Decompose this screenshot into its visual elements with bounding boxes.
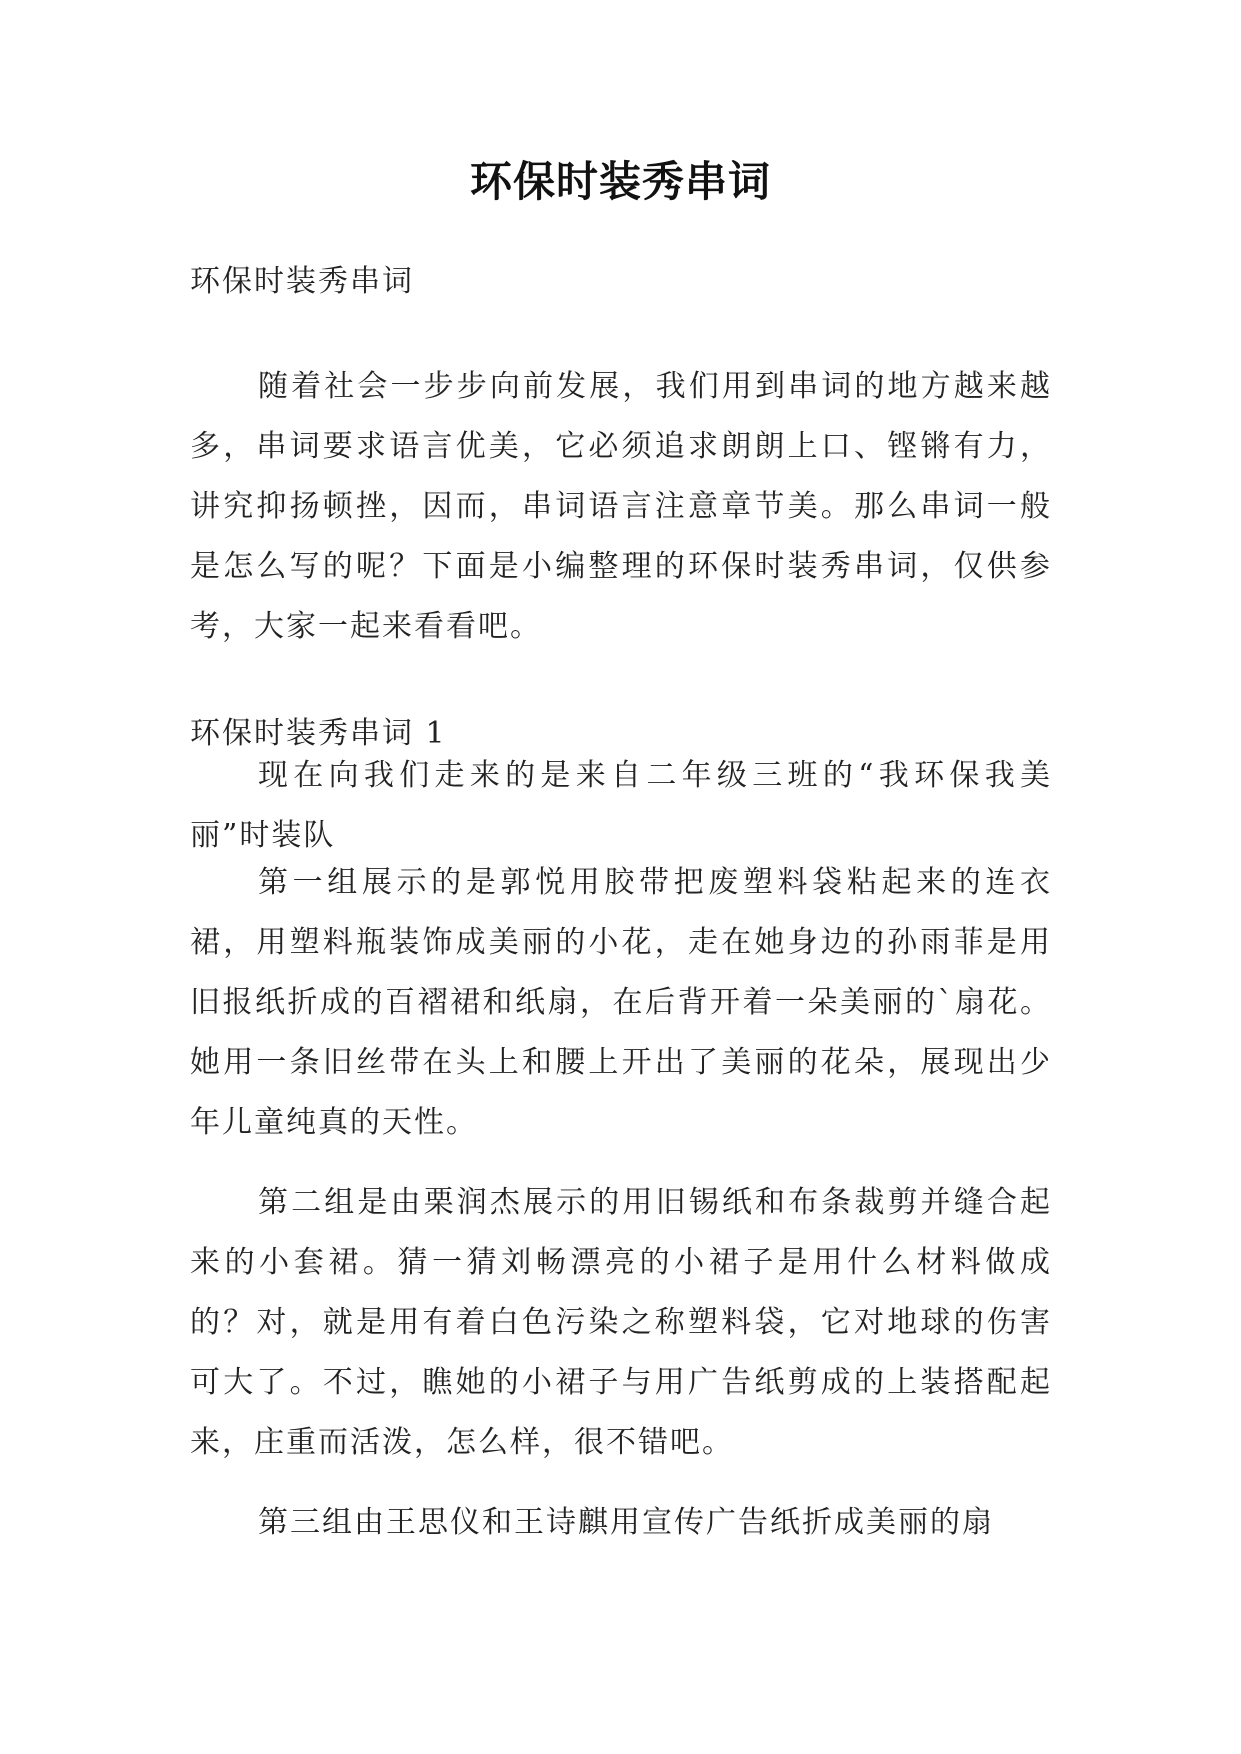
section-heading: 环保时装秀串词 1 bbox=[190, 716, 447, 751]
document-subtitle: 环保时装秀串词 bbox=[190, 264, 414, 299]
document-title: 环保时装秀串词 bbox=[469, 157, 771, 206]
body-paragraph-2: 第一组展示的是郭悦用胶带把废塑料袋粘起来的连衣裙，用塑料瓶装饰成美丽的小花，走在她身边的孙雨菲是用旧报纸折成的百褶裙和纸扇，在后背开着一朵美丽的`扇花。她用一条旧丝带在头上和腰上开出了美丽的花朵，展现出少年儿童纯真的天性。 bbox=[190, 865, 1052, 1140]
intro-paragraph: 随着社会一步步向前发展，我们用到串词的地方越来越多，串词要求语言优美，它必须追求朗朗上口、铿锵有力，讲究抑扬顿挫，因而，串词语言注意章节美。那么串词一般是怎么写的呢？下面是小编整理的环保时装秀串词，仅供参考，大家一起来看看吧。 bbox=[190, 369, 1052, 644]
body-paragraph-3: 第二组是由栗润杰展示的用旧锡纸和布条裁剪并缝合起来的小套裙。猜一猜刘畅漂亮的小裙子是用什么材料做成的？对，就是用有着白色污染之称塑料袋，它对地球的伤害可大了。不过，瞧她的小裙子与用广告纸剪成的上装搭配起来，庄重而活泼，怎么样，很不错吧。 bbox=[190, 1185, 1052, 1460]
body-paragraph-4: 第三组由王思仪和王诗麒用宣传广告纸折成美丽的扇 bbox=[258, 1505, 994, 1540]
body-paragraph-1: 现在向我们走来的是来自二年级三班的“我环保我美丽”时装队 bbox=[190, 758, 1052, 853]
